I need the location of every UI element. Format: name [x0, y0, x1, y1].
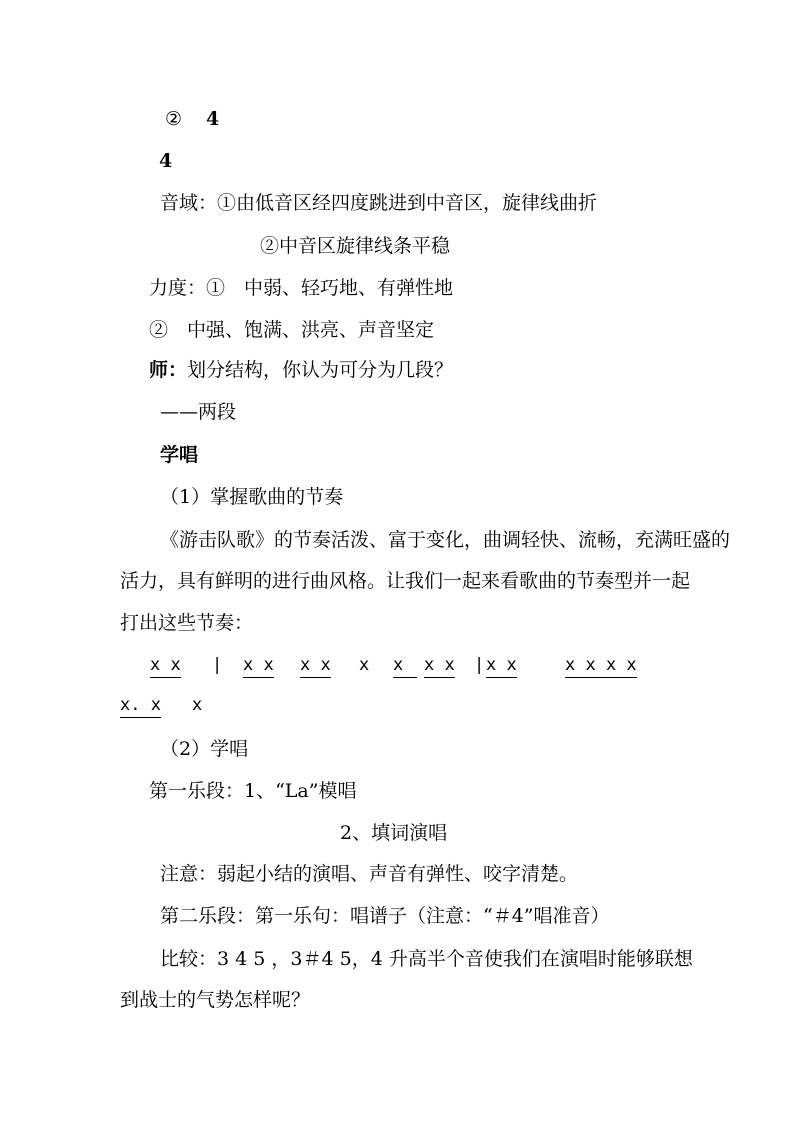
paragraph-line-1: 《游击队歌》的节奏活泼、富于变化，曲调轻快、流畅，充满旺盛的 [160, 529, 731, 551]
rhythm-group: x x [300, 657, 331, 678]
bar-line: | [474, 655, 485, 675]
beat-numerator: 4 [206, 108, 220, 130]
range-line: 音域：①由低音区经四度跳进到中音区，旋律线曲折 [160, 192, 598, 214]
step2-text: （2）学唱 [160, 738, 249, 760]
rhythm-group: x [393, 657, 417, 678]
section-heading: 学唱 [160, 444, 199, 466]
rhythm-group: x x [486, 657, 517, 678]
rhythm-group: x. x [120, 697, 161, 718]
question-text: 划分结构，你认为可分为几段？ [187, 359, 454, 381]
step1-text: （1）掌握歌曲的节奏 [160, 486, 344, 508]
note-line: 注意：弱起小结的演唱、声音有弹性、咬字清楚。 [160, 863, 579, 885]
section1-sub-line: 2、填词演唱 [340, 822, 448, 844]
section2-line: 第二乐段：第一乐句：唱谱子（注意：“＃4”唱准音） [160, 905, 610, 927]
answer-text: ——两段 [160, 401, 237, 423]
rhythm-group: x x [150, 657, 181, 678]
rhythm-group: x x [424, 657, 455, 678]
teacher-question [149, 361, 453, 380]
list-marker: ② [165, 108, 183, 130]
dynamics-line: 力度：① 中弱、轻巧地、有弹性地 [149, 277, 454, 299]
rhythm-group: x x [243, 657, 274, 678]
rhythm-group: x x x x [565, 657, 637, 678]
section1-line: 第一乐段：1、“La”模唱 [149, 780, 357, 802]
bar-line: | [212, 655, 223, 675]
paragraph-line-2: 活力，具有鲜明的进行曲风格。让我们一起来看歌曲的节奏型并一起 [120, 570, 691, 592]
paragraph-line-3: 打出这些节奏： [120, 612, 254, 634]
range-second-line: ②中音区旋律线条平稳 [260, 235, 451, 257]
compare-line-1: 比较：3 4 5 ，3＃4 5，4 升高半个音使我们在演唱时能够联想 [160, 948, 693, 970]
dynamics-second-line: ② 中强、饱满、洪亮、声音坚定 [149, 319, 435, 341]
rhythm-note: x [192, 695, 203, 715]
beat-denominator: 4 [159, 150, 173, 172]
rhythm-note: x [359, 655, 370, 675]
teacher-label: 师： [149, 359, 188, 381]
compare-line-2: 到战士的气势怎样呢？ [120, 989, 311, 1011]
